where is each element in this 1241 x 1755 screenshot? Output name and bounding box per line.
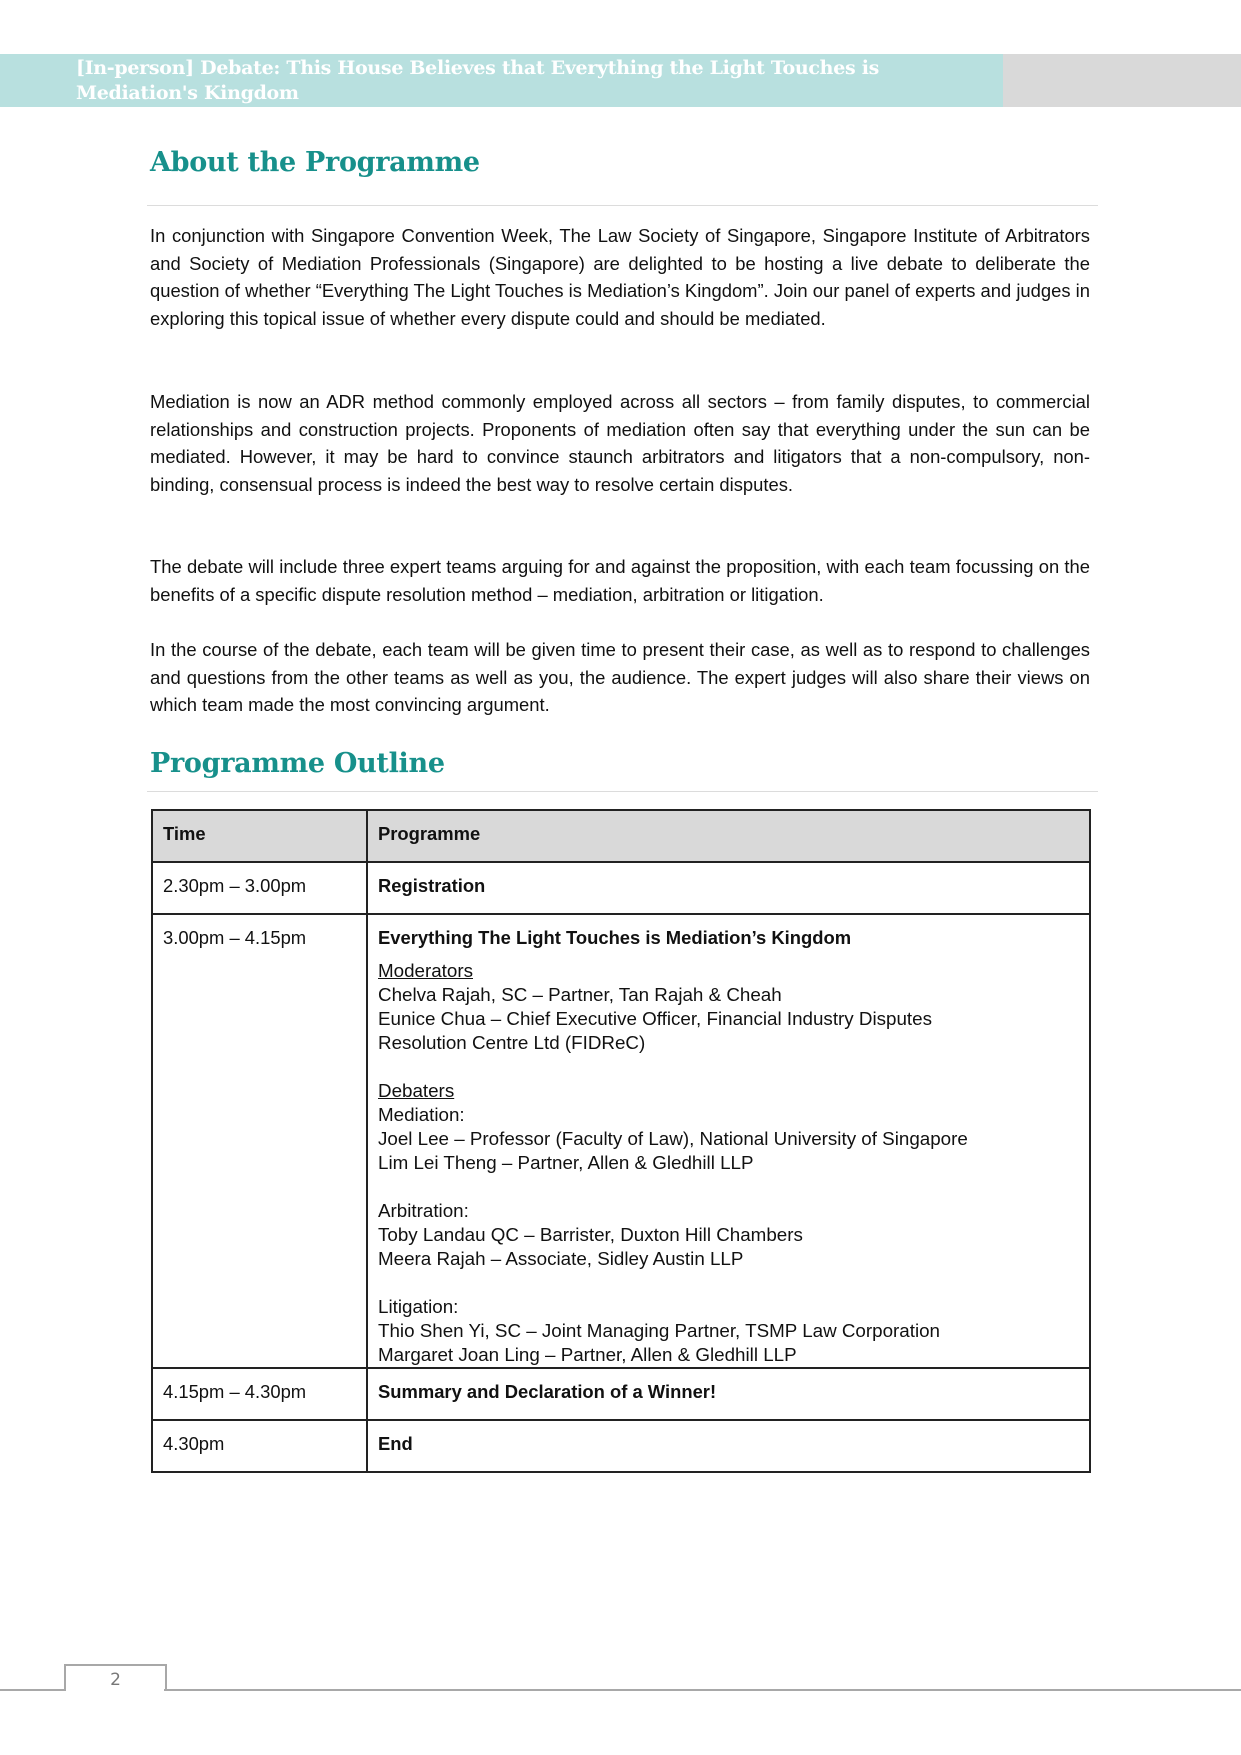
footer-rule-right bbox=[164, 1689, 1241, 1691]
header-gray-block bbox=[1003, 54, 1241, 107]
moderator-item: Eunice Chua – Chief Executive Officer, Financial Industry Disputes Resolution Centre Ltd (FIDReC) bbox=[378, 1008, 932, 1053]
table-row bbox=[152, 914, 1090, 1368]
moderators-label: Moderators bbox=[378, 960, 473, 981]
outline-heading: Programme Outline bbox=[150, 748, 445, 779]
programme-outline-table bbox=[151, 809, 1091, 1473]
debater-item: Lim Lei Theng – Partner, Allen & Gledhill LLP bbox=[378, 1152, 754, 1173]
about-paragraph-3: The debate will include three expert teams arguing for and against the proposition, with each team focussing on the benefits of a specific dispute resolution method – mediation, arbitration or litigation. bbox=[150, 556, 1090, 605]
debaters-label: Debaters bbox=[378, 1080, 455, 1101]
time-cell: 4.30pm bbox=[152, 1420, 367, 1472]
table-row bbox=[152, 1368, 1090, 1420]
debater-item: Meera Rajah – Associate, Sidley Austin LLP bbox=[378, 1248, 744, 1269]
time-cell: 4.15pm – 4.30pm bbox=[152, 1368, 367, 1420]
about-paragraph-4: In the course of the debate, each team will be given time to present their case, as well as to respond to challenges and questions from the other teams as well as you, the audience. The expert judges will also share their views on which team made the most convincing argument. bbox=[150, 639, 1090, 716]
programme-cell bbox=[367, 914, 1090, 1368]
column-header-time: Time bbox=[152, 810, 367, 862]
programme-cell: Registration bbox=[367, 862, 1090, 914]
column-header-programme: Programme bbox=[367, 810, 1090, 862]
about-paragraph-2: Mediation is now an ADR method commonly employed across all sectors – from family disputes, to commercial relationships and construction projects. Proponents of mediation often say that everything under the sun can be mediated. However, it may be hard to convince staunch arbitrators and litigators that a non-compulsory, non-binding, consensual process is indeed the best way to resolve certain disputes. bbox=[150, 391, 1090, 495]
team-label-litigation: Litigation: bbox=[378, 1296, 459, 1317]
footer-rule-left bbox=[0, 1689, 65, 1691]
table-header-row bbox=[152, 810, 1090, 862]
time-cell: 2.30pm – 3.00pm bbox=[152, 862, 367, 914]
about-heading-rule bbox=[147, 205, 1098, 206]
outline-heading-rule bbox=[147, 791, 1098, 792]
debater-item: Margaret Joan Ling – Partner, Allen & Gledhill LLP bbox=[378, 1344, 797, 1365]
programme-cell: Summary and Declaration of a Winner! bbox=[367, 1368, 1090, 1420]
table-row bbox=[152, 1420, 1090, 1472]
document-title: [In-person] Debate: This House Believes that Everything the Light Touches is Mediation's Kingdom bbox=[76, 57, 880, 104]
about-paragraph-1: In conjunction with Singapore Convention Week, The Law Society of Singapore, Singapore Institute of Arbitrators and Society of Mediation Professionals (Singapore) are delighted to be hosting a live debate to deliberate the question of whether “Everything The Light Touches is Mediation’s Kingdom”. Join our panel of experts and judges in exploring this topical issue of whether every dispute could and should be mediated. bbox=[150, 225, 1090, 329]
time-cell: 3.00pm – 4.15pm bbox=[152, 914, 367, 1368]
debater-item: Joel Lee – Professor (Faculty of Law), National University of Singapore bbox=[378, 1128, 968, 1149]
debater-item: Toby Landau QC – Barrister, Duxton Hill Chambers bbox=[378, 1224, 803, 1245]
moderator-item: Chelva Rajah, SC – Partner, Tan Rajah & Cheah bbox=[378, 984, 782, 1005]
header-teal-block bbox=[0, 54, 1003, 107]
session-title: Everything The Light Touches is Mediation’s Kingdom bbox=[378, 927, 852, 948]
team-label-arbitration: Arbitration: bbox=[378, 1200, 469, 1221]
document-header-band bbox=[0, 54, 1241, 107]
team-label-mediation: Mediation: bbox=[378, 1104, 465, 1125]
page-number: 2 bbox=[64, 1664, 167, 1691]
table-row bbox=[152, 862, 1090, 914]
programme-cell: End bbox=[367, 1420, 1090, 1472]
debater-item: Thio Shen Yi, SC – Joint Managing Partner, TSMP Law Corporation bbox=[378, 1320, 941, 1341]
about-heading: About the Programme bbox=[150, 147, 480, 178]
